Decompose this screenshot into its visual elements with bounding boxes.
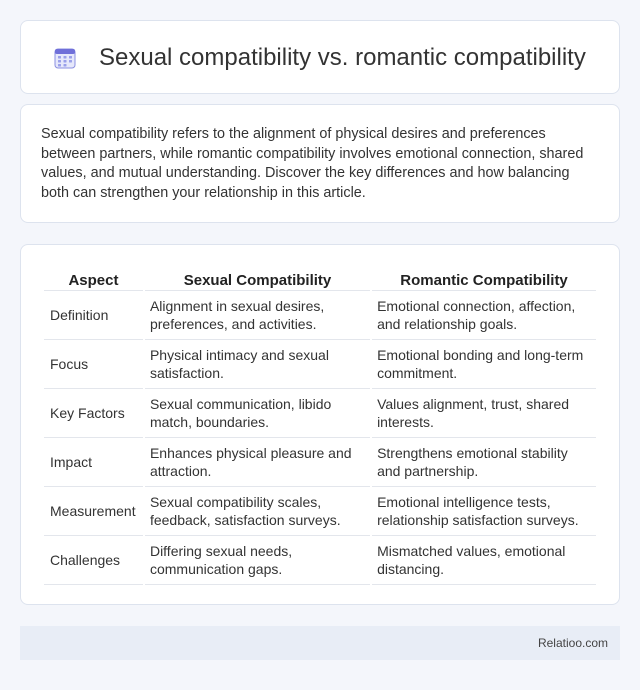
row-sexual: Physical intimacy and sexual satisfaction. [145, 340, 370, 389]
table-row [44, 438, 596, 487]
row-romantic: Emotional bonding and long-term commitment. [372, 340, 596, 389]
row-romantic: Emotional connection, affection, and relationship goals. [372, 291, 596, 340]
row-sexual: Differing sexual needs, communication gaps. [145, 536, 370, 585]
table-row [44, 389, 596, 438]
header-romantic-compatibility: Romantic Compatibility [372, 269, 596, 291]
footer-brand[interactable]: Relatioo.com [537, 636, 608, 650]
row-aspect: Focus [44, 340, 143, 389]
row-sexual: Sexual compatibility scales, feedback, satisfaction surveys. [145, 487, 370, 536]
title-card [20, 20, 620, 94]
table-row [44, 487, 596, 536]
row-aspect: Definition [44, 291, 143, 340]
row-sexual: Sexual communication, libido match, boundaries. [145, 389, 370, 438]
row-aspect: Challenges [44, 536, 143, 585]
row-aspect: Impact [44, 438, 143, 487]
intro-paragraph: Sexual compatibility refers to the alignment of physical desires and preferences between partners, while romantic compatibility involves emotional connection, shared values, and mutual understanding. Discover the key differences and how balancing both can strengthen your relationship in this article. [41, 126, 584, 201]
footer [20, 626, 620, 660]
comparison-table [42, 269, 598, 585]
table-row [44, 291, 596, 340]
row-romantic: Emotional intelligence tests, relationship satisfaction surveys. [372, 487, 596, 536]
row-romantic: Values alignment, trust, shared interests. [372, 389, 596, 438]
table-header-row [44, 269, 596, 291]
calendar-icon [53, 46, 77, 70]
page-title: Sexual compatibility vs. romantic compatibility [99, 44, 586, 71]
comparison-table-card [20, 244, 620, 605]
header-sexual-compatibility: Sexual Compatibility [145, 269, 370, 291]
table-row [44, 340, 596, 389]
row-romantic: Mismatched values, emotional distancing. [372, 536, 596, 585]
row-aspect: Measurement [44, 487, 143, 536]
row-sexual: Enhances physical pleasure and attraction. [145, 438, 370, 487]
row-romantic: Strengthens emotional stability and partnership. [372, 438, 596, 487]
table-row [44, 536, 596, 585]
intro-card [20, 104, 620, 223]
row-sexual: Alignment in sexual desires, preferences, and activities. [145, 291, 370, 340]
header-aspect: Aspect [44, 269, 143, 291]
row-aspect: Key Factors [44, 389, 143, 438]
